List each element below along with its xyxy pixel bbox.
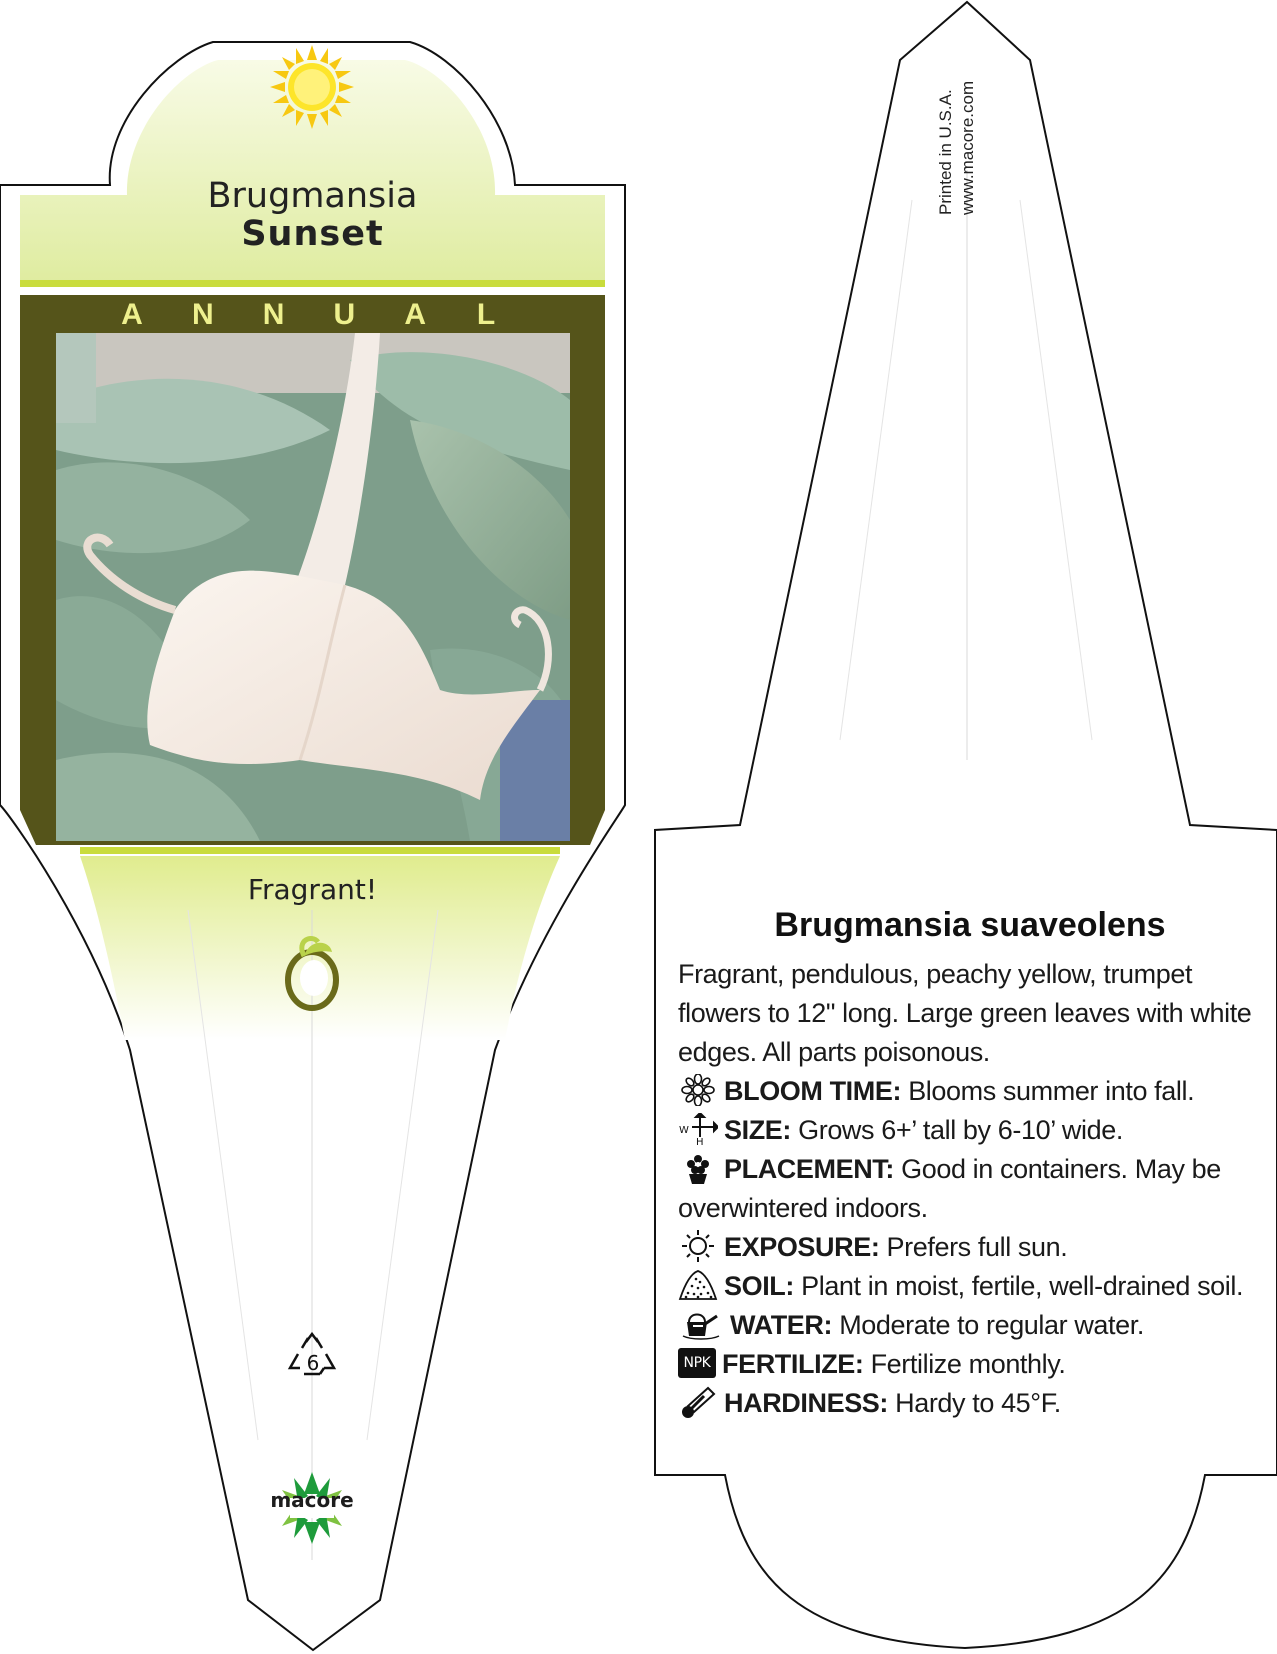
watering-can-icon [678, 1308, 724, 1340]
botanical-name: Brugmansia suaveolens [774, 906, 1166, 944]
attr-soil [678, 1267, 1268, 1306]
print-info [935, 55, 977, 215]
size-arrows-icon [678, 1113, 718, 1145]
attr-text: Prefers full sun. [886, 1232, 1068, 1262]
recycle-number: 6 [306, 1351, 320, 1375]
attr-text: Fertilize monthly. [870, 1349, 1066, 1379]
attr-label: EXPOSURE: [724, 1232, 880, 1262]
flower-icon [678, 1074, 718, 1106]
attr-bloom-time [678, 1072, 1268, 1111]
attr-water [678, 1306, 1268, 1345]
attr-text: Moderate to regular water. [839, 1310, 1144, 1340]
attr-label: SOIL: [724, 1271, 794, 1301]
brand-logo-text: macore [270, 1488, 354, 1512]
plant-category [120, 298, 498, 332]
attr-text: Plant in moist, fertile, well-drained soil. [801, 1271, 1244, 1301]
attr-text: Hardy to 45°F. [895, 1388, 1061, 1418]
plant-genus: Brugmansia [207, 176, 418, 216]
tagline: Fragrant! [247, 873, 378, 906]
attr-label: WATER: [730, 1310, 833, 1340]
size-height-letter: H [696, 1137, 704, 1145]
sun-icon [270, 45, 354, 129]
flower-photo [56, 333, 570, 841]
attr-exposure [678, 1228, 1268, 1267]
category-letter: U [333, 298, 356, 331]
plant-description: Fragrant, pendulous, peachy yellow, trumpet flowers to 12" long. Large green leaves with white edges. All parts poisonous. [678, 959, 1252, 1067]
attr-label: SIZE: [724, 1115, 792, 1145]
attr-size [678, 1111, 1268, 1150]
category-letter: N [191, 298, 214, 331]
category-letter: A [121, 298, 143, 331]
thermometer-icon [678, 1386, 718, 1418]
attr-text: Blooms summer into fall. [908, 1076, 1195, 1106]
lime-divider-top [20, 280, 605, 287]
size-width-letter: W [679, 1125, 689, 1136]
attr-placement [678, 1150, 1268, 1228]
attr-label: BLOOM TIME: [724, 1076, 902, 1106]
npk-icon [678, 1348, 716, 1378]
category-letter: L [476, 298, 496, 331]
attr-text: Good in containers. May be overwintered indoors. [678, 1154, 1221, 1223]
attr-hardiness [678, 1384, 1268, 1423]
website: www.macore.com [958, 80, 977, 215]
category-letter: A [404, 298, 427, 331]
printed-in: Printed in U.S.A. [936, 89, 955, 215]
attr-label: FERTILIZE: [722, 1349, 864, 1379]
npk-label: NPK [683, 1355, 711, 1371]
attr-fertilize [678, 1345, 1268, 1384]
plant-cultivar: Sunset [241, 214, 384, 254]
attr-label: PLACEMENT: [724, 1154, 894, 1184]
category-letter: N [262, 298, 285, 331]
sun-outline-icon [678, 1230, 718, 1262]
attr-text: Grows 6+’ tall by 6-10’ wide. [798, 1115, 1123, 1145]
lime-divider-bottom [80, 847, 560, 854]
attr-label: HARDINESS: [724, 1388, 889, 1418]
soil-icon [678, 1269, 718, 1301]
placement-icon [678, 1152, 718, 1184]
